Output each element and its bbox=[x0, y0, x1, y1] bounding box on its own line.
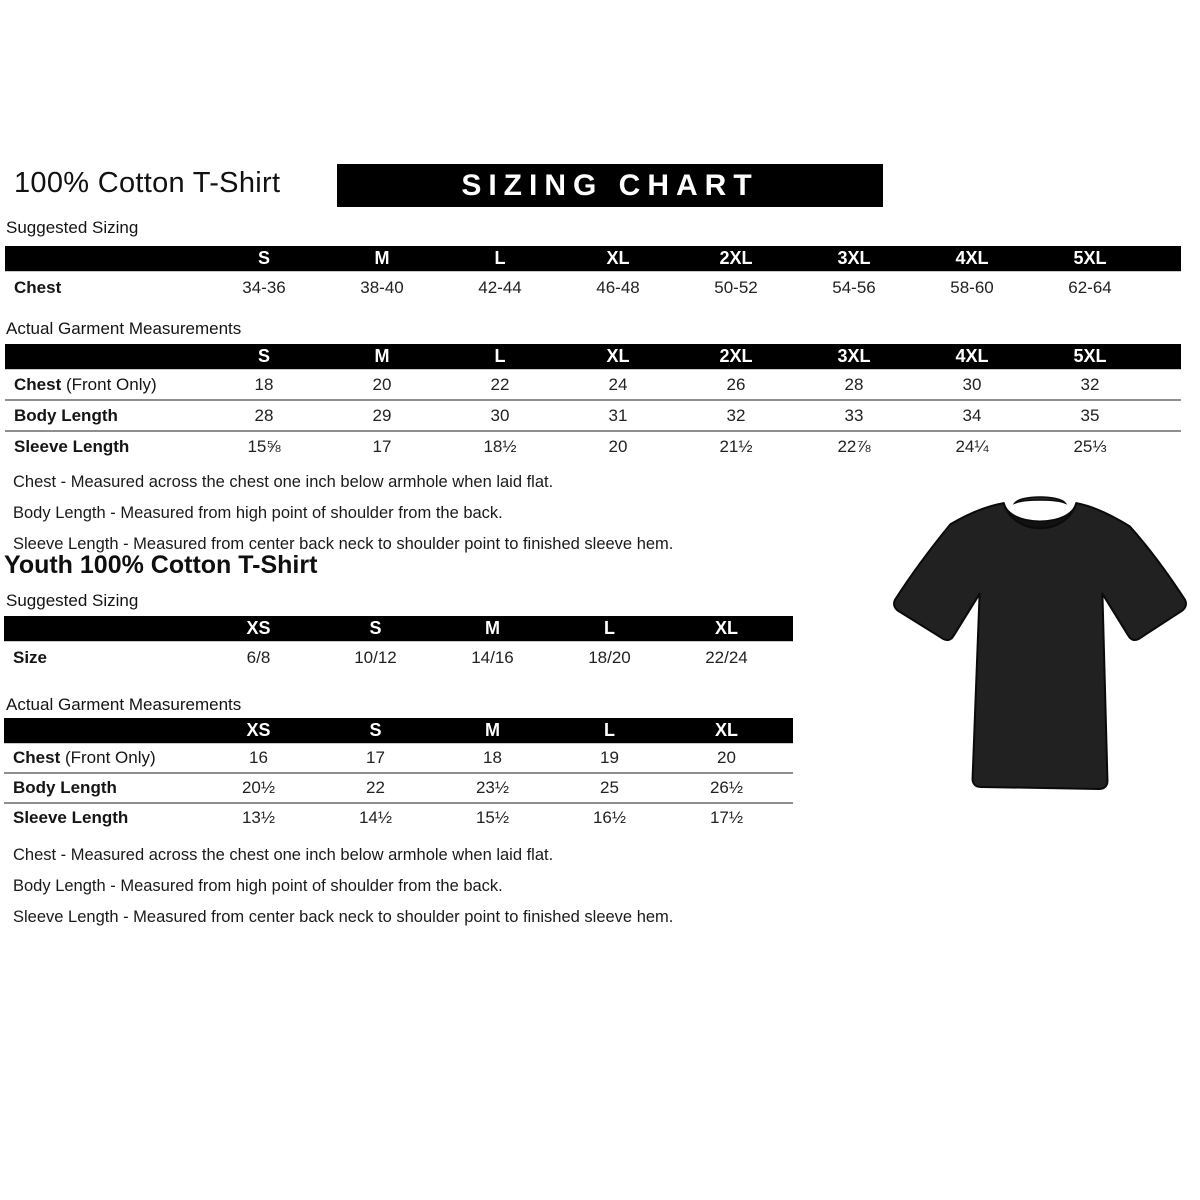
size-column-header: L bbox=[551, 616, 668, 642]
measurement-value: 24¼ bbox=[913, 431, 1031, 461]
measurement-value: 22 bbox=[317, 773, 434, 803]
size-column-header: 5XL bbox=[1031, 344, 1149, 370]
measurement-value: 19 bbox=[600, 748, 619, 767]
measurement-value: 32 bbox=[1080, 374, 1100, 394]
size-column-header: XL bbox=[559, 246, 677, 272]
measurement-value: 10/12 bbox=[354, 647, 397, 667]
measurement-row bbox=[4, 773, 793, 803]
size-column-header: L bbox=[441, 246, 559, 272]
measurement-value: 20½ bbox=[200, 773, 317, 803]
adult-measurement-notes bbox=[13, 467, 673, 560]
measurement-value: 15⅝ bbox=[205, 431, 323, 461]
measurement-value: 17½ bbox=[668, 803, 785, 832]
measurement-value: 26½ bbox=[668, 773, 785, 803]
size-column-header: S bbox=[205, 344, 323, 370]
measurement-value: 34 bbox=[913, 400, 1031, 431]
measurement-value: 6/8 bbox=[246, 647, 271, 667]
measurement-value: 26 bbox=[726, 374, 746, 394]
row-label: Chest (Front Only) bbox=[14, 374, 157, 394]
size-column-header: XL bbox=[559, 344, 677, 370]
measurement-value: 30 bbox=[962, 374, 982, 394]
measurement-value: 58-60 bbox=[950, 277, 994, 297]
measurement-value: 18 bbox=[483, 748, 502, 767]
measurement-note-line: Body Length - Measured from high point of shoulder from the back. bbox=[13, 877, 503, 895]
row-label: Chest (Front Only) bbox=[13, 748, 156, 767]
row-spacer-cell bbox=[785, 744, 793, 774]
size-column-header: 3XL bbox=[795, 344, 913, 370]
measurement-value: 46-48 bbox=[596, 277, 640, 297]
size-column-header: 5XL bbox=[1031, 246, 1149, 272]
measurement-value: 18/20 bbox=[588, 647, 631, 667]
measurement-value: 38-40 bbox=[360, 277, 404, 297]
row-spacer-cell bbox=[785, 773, 793, 803]
header-spacer-cell bbox=[4, 718, 200, 744]
measurement-value: 22⅞ bbox=[795, 431, 913, 461]
measurement-value: 14/16 bbox=[471, 647, 514, 667]
measurement-value: 16 bbox=[249, 748, 268, 767]
size-column-header: 2XL bbox=[677, 246, 795, 272]
header-spacer-cell bbox=[1149, 344, 1181, 370]
measurement-row bbox=[5, 431, 1181, 461]
row-spacer-cell bbox=[1149, 400, 1181, 431]
adult-actual-measurements-label: Actual Garment Measurements bbox=[6, 319, 242, 338]
adult-suggested-sizing-table bbox=[5, 246, 1181, 303]
sizing-chart-banner bbox=[337, 164, 883, 207]
header-spacer-cell bbox=[5, 246, 205, 272]
size-column-header: M bbox=[434, 616, 551, 642]
row-spacer-cell bbox=[785, 642, 793, 674]
youth-suggested-sizing-table bbox=[4, 616, 793, 673]
page-title: 100% Cotton T-Shirt bbox=[14, 167, 281, 199]
measurement-value: 22/24 bbox=[705, 647, 748, 667]
size-header-row bbox=[5, 246, 1181, 272]
measurement-value: 42-44 bbox=[478, 277, 522, 297]
size-column-header: M bbox=[323, 246, 441, 272]
measurement-value: 23½ bbox=[434, 773, 551, 803]
size-column-header: XS bbox=[200, 616, 317, 642]
measurement-value: 25⅓ bbox=[1031, 431, 1149, 461]
measurement-value: 34-36 bbox=[242, 277, 286, 297]
row-label: Sleeve Length bbox=[4, 803, 200, 832]
measurement-row bbox=[4, 803, 793, 832]
measurement-value: 30 bbox=[441, 400, 559, 431]
measurement-value: 28 bbox=[205, 400, 323, 431]
measurement-value: 50-52 bbox=[714, 277, 758, 297]
youth-page-title: Youth 100% Cotton T-Shirt bbox=[4, 551, 318, 579]
measurement-value: 14½ bbox=[317, 803, 434, 832]
measurement-value: 13½ bbox=[200, 803, 317, 832]
size-column-header: L bbox=[441, 344, 559, 370]
row-spacer-cell bbox=[1149, 370, 1181, 401]
measurement-value: 17 bbox=[323, 431, 441, 461]
measurement-value: 62-64 bbox=[1068, 277, 1112, 297]
row-label: Body Length bbox=[4, 773, 200, 803]
size-column-header: L bbox=[551, 718, 668, 744]
size-column-header: XS bbox=[200, 718, 317, 744]
row-spacer-cell bbox=[1149, 272, 1181, 304]
header-spacer-cell bbox=[785, 616, 793, 642]
size-column-header: M bbox=[323, 344, 441, 370]
youth-measurement-notes bbox=[13, 840, 673, 933]
measurement-value: 20 bbox=[372, 374, 392, 394]
size-column-header: XL bbox=[668, 616, 785, 642]
measurement-value: 32 bbox=[677, 400, 795, 431]
size-column-header: S bbox=[317, 616, 434, 642]
measurement-value: 21½ bbox=[677, 431, 795, 461]
measurement-row bbox=[4, 642, 793, 674]
youth-suggested-sizing-label: Suggested Sizing bbox=[6, 591, 139, 610]
row-label: Sleeve Length bbox=[5, 431, 205, 461]
measurement-value: 22 bbox=[490, 374, 510, 394]
header-spacer-cell bbox=[4, 616, 200, 642]
measurement-value: 15½ bbox=[434, 803, 551, 832]
size-column-header: 2XL bbox=[677, 344, 795, 370]
measurement-row bbox=[4, 744, 793, 774]
measurement-value: 17 bbox=[366, 748, 385, 767]
measurement-value: 35 bbox=[1031, 400, 1149, 431]
youth-actual-measurements-table bbox=[4, 718, 793, 832]
measurement-value: 16½ bbox=[551, 803, 668, 832]
measurement-note-line: Body Length - Measured from high point of shoulder from the back. bbox=[13, 504, 503, 522]
measurement-value: 20 bbox=[717, 748, 736, 767]
measurement-row bbox=[5, 370, 1181, 401]
measurement-value: 18½ bbox=[441, 431, 559, 461]
size-header-row bbox=[5, 344, 1181, 370]
measurement-note-line: Sleeve Length - Measured from center back neck to shoulder point to finished sleeve hem. bbox=[13, 535, 674, 553]
adult-suggested-sizing-label: Suggested Sizing bbox=[6, 218, 139, 237]
sizing-chart-banner-text: SIZING CHART bbox=[461, 168, 759, 202]
measurement-value: 18 bbox=[254, 374, 274, 394]
measurement-value: 25 bbox=[551, 773, 668, 803]
measurement-row bbox=[5, 272, 1181, 304]
row-spacer-cell bbox=[1149, 431, 1181, 461]
youth-actual-measurements-label: Actual Garment Measurements bbox=[6, 695, 242, 714]
row-label: Body Length bbox=[5, 400, 205, 431]
measurement-value: 33 bbox=[795, 400, 913, 431]
header-spacer-cell bbox=[785, 718, 793, 744]
measurement-note-line: Sleeve Length - Measured from center back neck to shoulder point to finished sleeve hem. bbox=[13, 908, 674, 926]
measurement-value: 54-56 bbox=[832, 277, 876, 297]
tshirt-image bbox=[888, 478, 1190, 808]
row-spacer-cell bbox=[785, 803, 793, 832]
size-column-header: 4XL bbox=[913, 246, 1031, 272]
measurement-value: 20 bbox=[559, 431, 677, 461]
measurement-note-line: Chest - Measured across the chest one inch below armhole when laid flat. bbox=[13, 473, 554, 491]
row-label: Size bbox=[13, 647, 48, 667]
measurement-value: 29 bbox=[323, 400, 441, 431]
measurement-row bbox=[5, 400, 1181, 431]
size-column-header: S bbox=[317, 718, 434, 744]
adult-actual-measurements-table bbox=[5, 344, 1181, 461]
size-column-header: 4XL bbox=[913, 344, 1031, 370]
row-label: Chest bbox=[14, 277, 62, 297]
size-column-header: 3XL bbox=[795, 246, 913, 272]
measurement-value: 24 bbox=[608, 374, 628, 394]
measurement-value: 28 bbox=[844, 374, 864, 394]
size-column-header: M bbox=[434, 718, 551, 744]
size-column-header: XL bbox=[668, 718, 785, 744]
header-spacer-cell bbox=[5, 344, 205, 370]
size-header-row bbox=[4, 616, 793, 642]
tshirt-graphic bbox=[888, 478, 1190, 808]
measurement-value: 31 bbox=[559, 400, 677, 431]
header-spacer-cell bbox=[1149, 246, 1181, 272]
size-header-row bbox=[4, 718, 793, 744]
measurement-note-line: Chest - Measured across the chest one inch below armhole when laid flat. bbox=[13, 846, 554, 864]
size-column-header: S bbox=[205, 246, 323, 272]
